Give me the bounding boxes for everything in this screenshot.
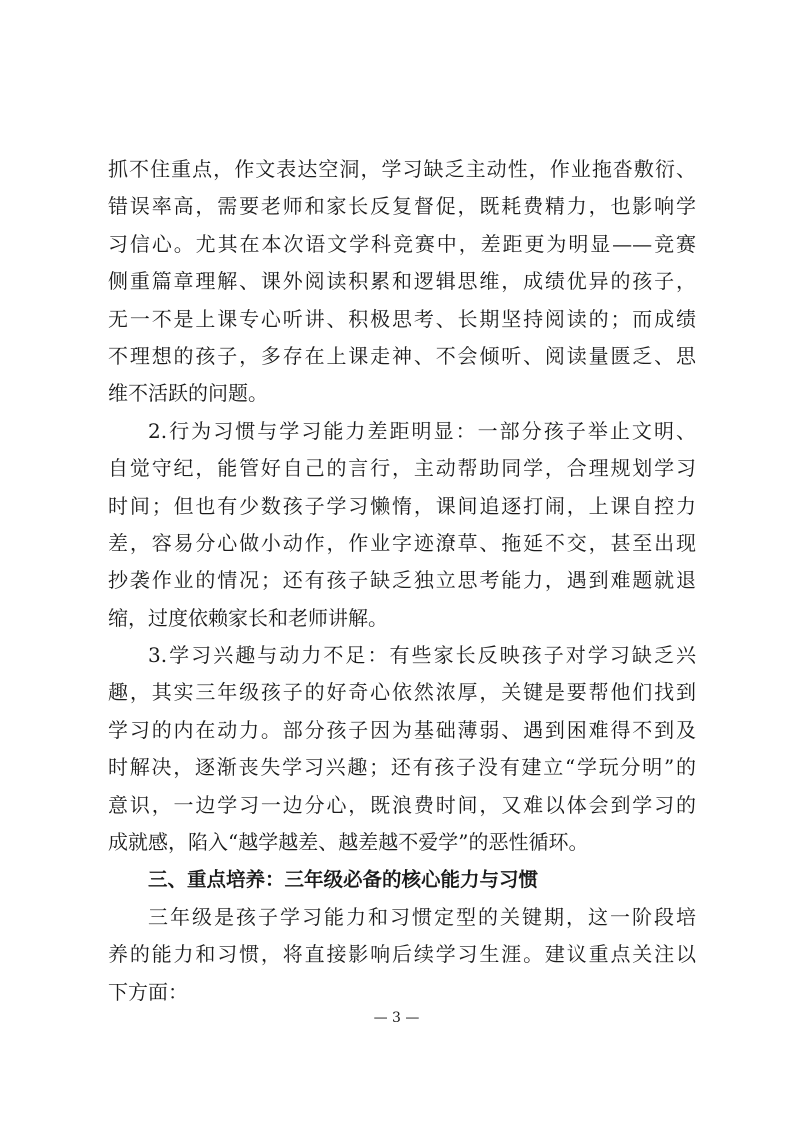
body-text — [108, 151, 696, 1011]
text-line: 趣，其实三年级孩子的好奇心依然浓厚，关键是要帮他们找到 — [108, 680, 696, 705]
text-line: 3.学习兴趣与动力不足：有些家长反映孩子对学习缺乏兴 — [148, 643, 696, 668]
text-line: 抄袭作业的情况；还有孩子缺乏独立思考能力，遇到难题就退 — [108, 568, 696, 593]
text-line: 意识，一边学习一边分心，既浪费时间，又难以体会到学习的 — [108, 792, 696, 817]
text-line: 学习的内在动力。部分孩子因为基础薄弱、遇到困难得不到及 — [108, 717, 696, 742]
text-line: 差，容易分心做小动作，作业字迹潦草、拖延不交，甚至出现 — [108, 530, 696, 555]
text-line: 三年级是孩子学习能力和习惯定型的关键期，这一阶段培 — [148, 904, 696, 929]
text-line: 自觉守纪，能管好自己的言行，主动帮助同学，合理规划学习 — [108, 456, 696, 481]
text-line: 抓不住重点，作文表达空洞，学习缺乏主动性，作业拖沓敷衍、 — [108, 157, 696, 181]
page-number: — 3 — — [373, 1010, 420, 1026]
text-line: 2.行为习惯与学习能力差距明显：一部分孩子举止文明、 — [148, 418, 696, 443]
paragraph-2 — [108, 413, 696, 637]
paragraph-4 — [108, 899, 696, 1011]
paragraph-3 — [108, 637, 696, 861]
text-line: 侧重篇章理解、课外阅读积累和逻辑思维，成绩优异的孩子， — [108, 269, 696, 294]
text-line: 维不活跃的问题。 — [108, 381, 268, 406]
paragraph-1 — [108, 151, 696, 413]
section-heading: 三、重点培养：三年级必备的核心能力与习惯 — [148, 868, 539, 892]
text-line: 下方面： — [108, 979, 188, 1004]
text-line: 习信心。尤其在本次语文学科竞赛中，差距更为明显——竞赛 — [108, 231, 696, 256]
text-line: 无一不是上课专心听讲、积极思考、长期坚持阅读的；而成绩 — [108, 306, 696, 331]
text-line: 养的能力和习惯，将直接影响后续学习生涯。建议重点关注以 — [108, 942, 696, 967]
text-line: 不理想的孩子，多存在上课走神、不会倾听、阅读量匮乏、思 — [108, 343, 696, 368]
text-line: 缩，过度依赖家长和老师讲解。 — [108, 605, 388, 630]
text-line: 时解决，逐渐丧失学习兴趣；还有孩子没有建立“学玩分明”的 — [108, 755, 696, 780]
text-line: 时间；但也有少数孩子学习懒惰，课间追逐打闹，上课自控力 — [108, 493, 696, 518]
text-line: 错误率高，需要老师和家长反复督促，既耗费精力，也影响学 — [108, 194, 696, 219]
text-line: 成就感，陷入“越学越差、越差越不爱学”的恶性循环。 — [108, 830, 589, 855]
